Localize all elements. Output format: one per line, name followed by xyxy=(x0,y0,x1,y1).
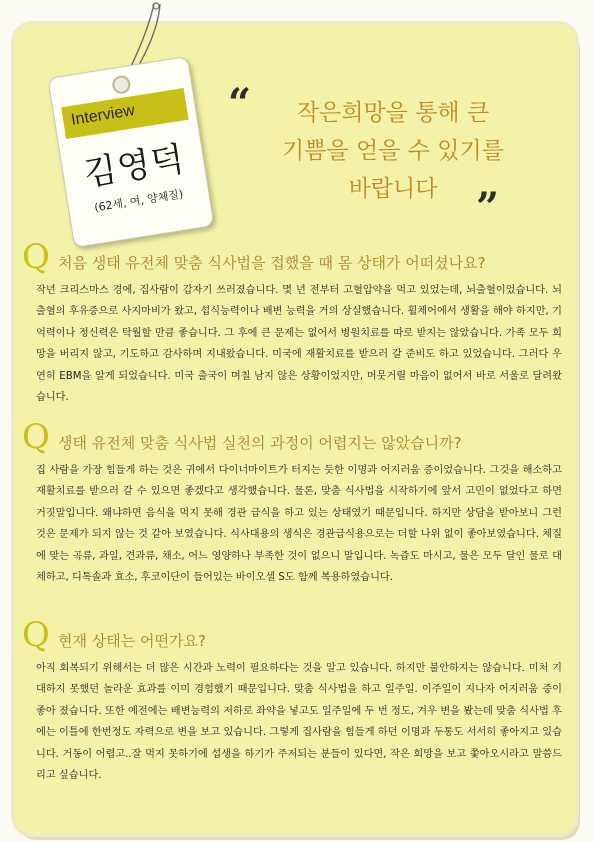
interviewee-name: 김영덕 xyxy=(81,138,188,195)
qa-section-3 xyxy=(22,615,574,786)
open-quote-mark: “ xyxy=(228,80,252,127)
tag-hole xyxy=(111,74,132,95)
q-icon: Q xyxy=(22,417,50,457)
interviewee-meta: (62세, 여, 양체질) xyxy=(93,187,185,215)
question-text: 처음 생태 유전체 맞춤 식사법을 접했을 때 몸 상태가 어떠셨나요? xyxy=(58,254,486,272)
question-text: 현재 상태는 어떤가요? xyxy=(58,632,206,650)
q-icon: Q xyxy=(22,615,50,655)
answer-text: 집 사람을 가장 힘들게 하는 것은 귀에서 다이너마이트가 터지는 듯한 이명과 어지러움 증이었습니다. 그것을 해소하고 재활치료를 받으러 갈 수 있으면 좋겠다고 생각했습니다. 물론, 맞춤 식사법을 시작하기에 앞서 고민이 없었다고 하면 거짓말입니다. 왜냐하면 음식을 먹지 못해 경관 급식을 하고 있는 상태였기 때문입니다. 하지만 상담을 받아보니 그런 것은 문제가 되지 않는 것 같아 보였습니다. 식사대용의 생식은 경관급식용으로는 더할 나위 없이 좋아보였습니다. 체질에 맞는 곡류, 과일, 견과류, 채소, 어느 영양하나 부족한 것이 없으니 말입니다. 녹즙도 마시고, 물은 모두 달인 물로 대체하고, 디톡솔과 효소, 후코이단이 들어있는 바이오셀 S도 함께 복용하였습니다. xyxy=(36,465,562,584)
headline-line: 바랍니다 xyxy=(348,176,438,202)
question-row xyxy=(22,615,574,655)
close-quote-mark: ” xyxy=(476,184,500,231)
tag-label: Interview xyxy=(69,102,136,129)
interview-tag xyxy=(47,56,214,248)
q-icon: Q xyxy=(22,237,50,277)
headline-line: 작은희망을 통해 큰 xyxy=(296,100,490,126)
qa-section-1 xyxy=(22,237,574,408)
answer-text: 작년 크리스마스 경에, 집사람이 갑자기 쓰러졌습니다. 몇 년 전부터 고혈압약을 먹고 있었는데, 뇌출혈이었습니다. 뇌출혈의 후유증으로 사지마비가 왔고, 섭식능력이나 배변 능력을 거의 상실했습니다. 휠체어에서 생활을 해야 하지만, 기억력이나 정신력은 탁월할 만큼 좋습니다. 그 후에 큰 문제는 없어서 병원치료를 따로 받지는 않았습니다. 가족 모두 희망을 버리지 않고, 기도하고 감사하며 지내왔습니다. 미국에 재활치료를 받으러 갈 준비도 하고 있었습니다. 그러다 우연히 EBM을 알게 되었습니다. 미국 출국이 며칠 남지 않은 상황이었지만, 머뭇거릴 마음이 없어서 바로 서울로 달려왔습니다. xyxy=(36,285,562,404)
tag-label-band xyxy=(61,88,188,139)
headline-line: 기쁨을 얻을 수 있기를 xyxy=(282,138,504,164)
question-row xyxy=(22,237,574,277)
question-text: 생태 유전체 맞춤 식사법 실천의 과정이 어렵지는 않았습니까? xyxy=(58,434,462,452)
qa-section-2 xyxy=(22,417,574,588)
answer-text: 아직 회복되기 위해서는 더 많은 시간과 노력이 필요하다는 것을 알고 있습니다. 하지만 불안하지는 않습니다. 미처 기대하지 못했던 놀라운 효과를 이미 경험했기 때문입니다. 맞춤 식사법을 하고 일주일. 이주일이 지나자 어지러움 증이 좋아 졌습니다. 또한 예전에는 배변능력의 저하로 좌약을 넣고도 일주일에 두 번 정도, 겨우 변을 봤는데 맞춤 식사법 후에는 이틀에 한번정도 자력으로 변을 보고 있습니다. 그렇게 집사람을 힘들게 하던 이명과 두통도 서서히 좋아지고 있습니다. 거동이 어렵고..잘 먹지 못하기에 섭생을 하기가 주저되는 분들이 있다면, 작은 희망을 보고 쫓아오시라고 말씀드리고 싶습니다. xyxy=(36,663,562,782)
question-row xyxy=(22,417,574,457)
headline-quote xyxy=(240,94,546,208)
